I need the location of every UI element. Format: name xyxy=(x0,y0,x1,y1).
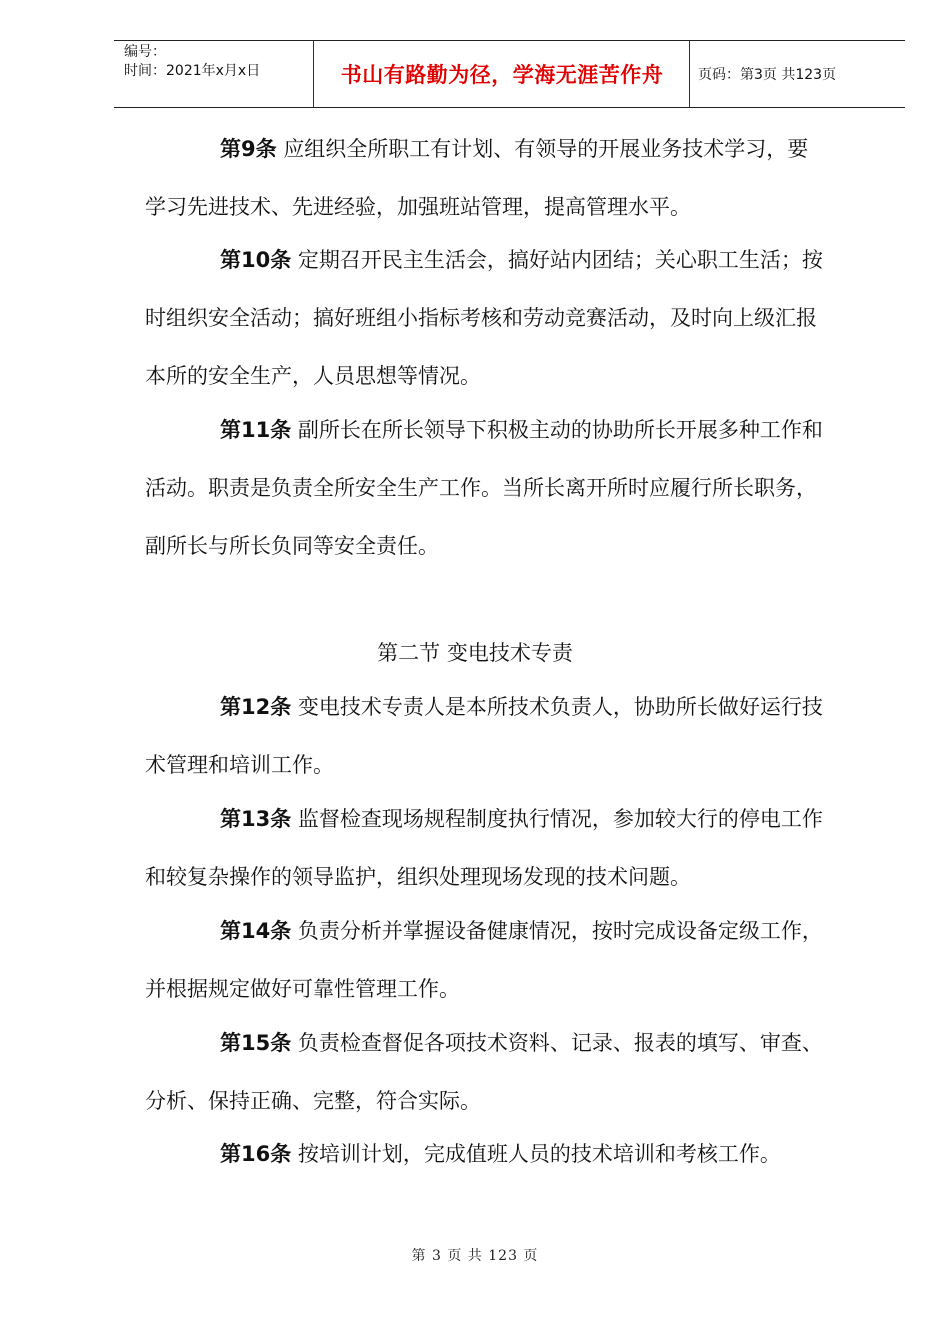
article-15 xyxy=(145,1014,875,1130)
article-14 xyxy=(145,902,875,1018)
article-number: 第11条 xyxy=(220,418,292,442)
code-label: 编号： xyxy=(124,44,166,60)
article-text: 术管理和培训工作。 xyxy=(145,753,334,777)
article-text: 并根据规定做好可靠性管理工作。 xyxy=(145,977,460,1001)
document-header xyxy=(114,40,905,108)
article-text: 和较复杂操作的领导监护，组织处理现场发现的技术问题。 xyxy=(145,865,691,889)
article-9 xyxy=(145,120,875,236)
article-number: 第15条 xyxy=(220,1031,292,1055)
article-text: 时组织安全活动；搞好班组小指标考核和劳动竞赛活动，及时向上级汇报 xyxy=(145,306,817,330)
header-motto: 书山有路勤为径，学海无涯苦作舟 xyxy=(315,41,690,107)
article-text: 副所长与所长负同等安全责任。 xyxy=(145,534,439,558)
article-text: 定期召开民主生活会，搞好站内团结；关心职工生活；按 xyxy=(297,248,823,272)
article-12 xyxy=(145,678,875,794)
article-text: 分析、保持正确、完整，符合实际。 xyxy=(145,1089,481,1113)
article-number: 第9条 xyxy=(220,137,277,161)
article-number: 第10条 xyxy=(220,248,292,272)
article-text: 本所的安全生产，人员思想等情况。 xyxy=(145,364,481,388)
article-text: 学习先进技术、先进经验，加强班站管理，提高管理水平。 xyxy=(145,195,691,219)
article-16 xyxy=(145,1125,875,1183)
article-13 xyxy=(145,790,875,906)
article-text: 副所长在所长领导下积极主动的协助所长开展多种工作和 xyxy=(297,418,823,442)
article-number: 第13条 xyxy=(220,807,292,831)
date-label: 时间：2021年x月x日 xyxy=(124,63,261,79)
article-text: 监督检查现场规程制度执行情况，参加较大行的停电工作 xyxy=(297,807,823,831)
article-text: 活动。职责是负责全所安全生产工作。当所长离开所时应履行所长职务， xyxy=(145,476,817,500)
article-number: 第12条 xyxy=(220,695,292,719)
article-text: 变电技术专责人是本所技术负责人，协助所长做好运行技 xyxy=(297,695,823,719)
article-number: 第14条 xyxy=(220,919,292,943)
header-page-label: 页码：第3页 共123页 xyxy=(698,67,837,83)
header-meta xyxy=(114,41,314,107)
article-text: 应组织全所职工有计划、有领导的开展业务技术学习，要 xyxy=(283,137,809,161)
article-text: 负责检查督促各项技术资料、记录、报表的填写、审查、 xyxy=(297,1031,823,1055)
article-11 xyxy=(145,401,875,575)
article-number: 第16条 xyxy=(220,1142,292,1166)
page-footer: 第 3 页 共 123 页 xyxy=(411,1248,539,1264)
article-10 xyxy=(145,231,875,405)
section-title: 第二节 变电技术专责 xyxy=(377,641,573,665)
article-text: 按培训计划，完成值班人员的技术培训和考核工作。 xyxy=(297,1142,781,1166)
article-text: 负责分析并掌握设备健康情况，按时完成设备定级工作， xyxy=(297,919,823,943)
